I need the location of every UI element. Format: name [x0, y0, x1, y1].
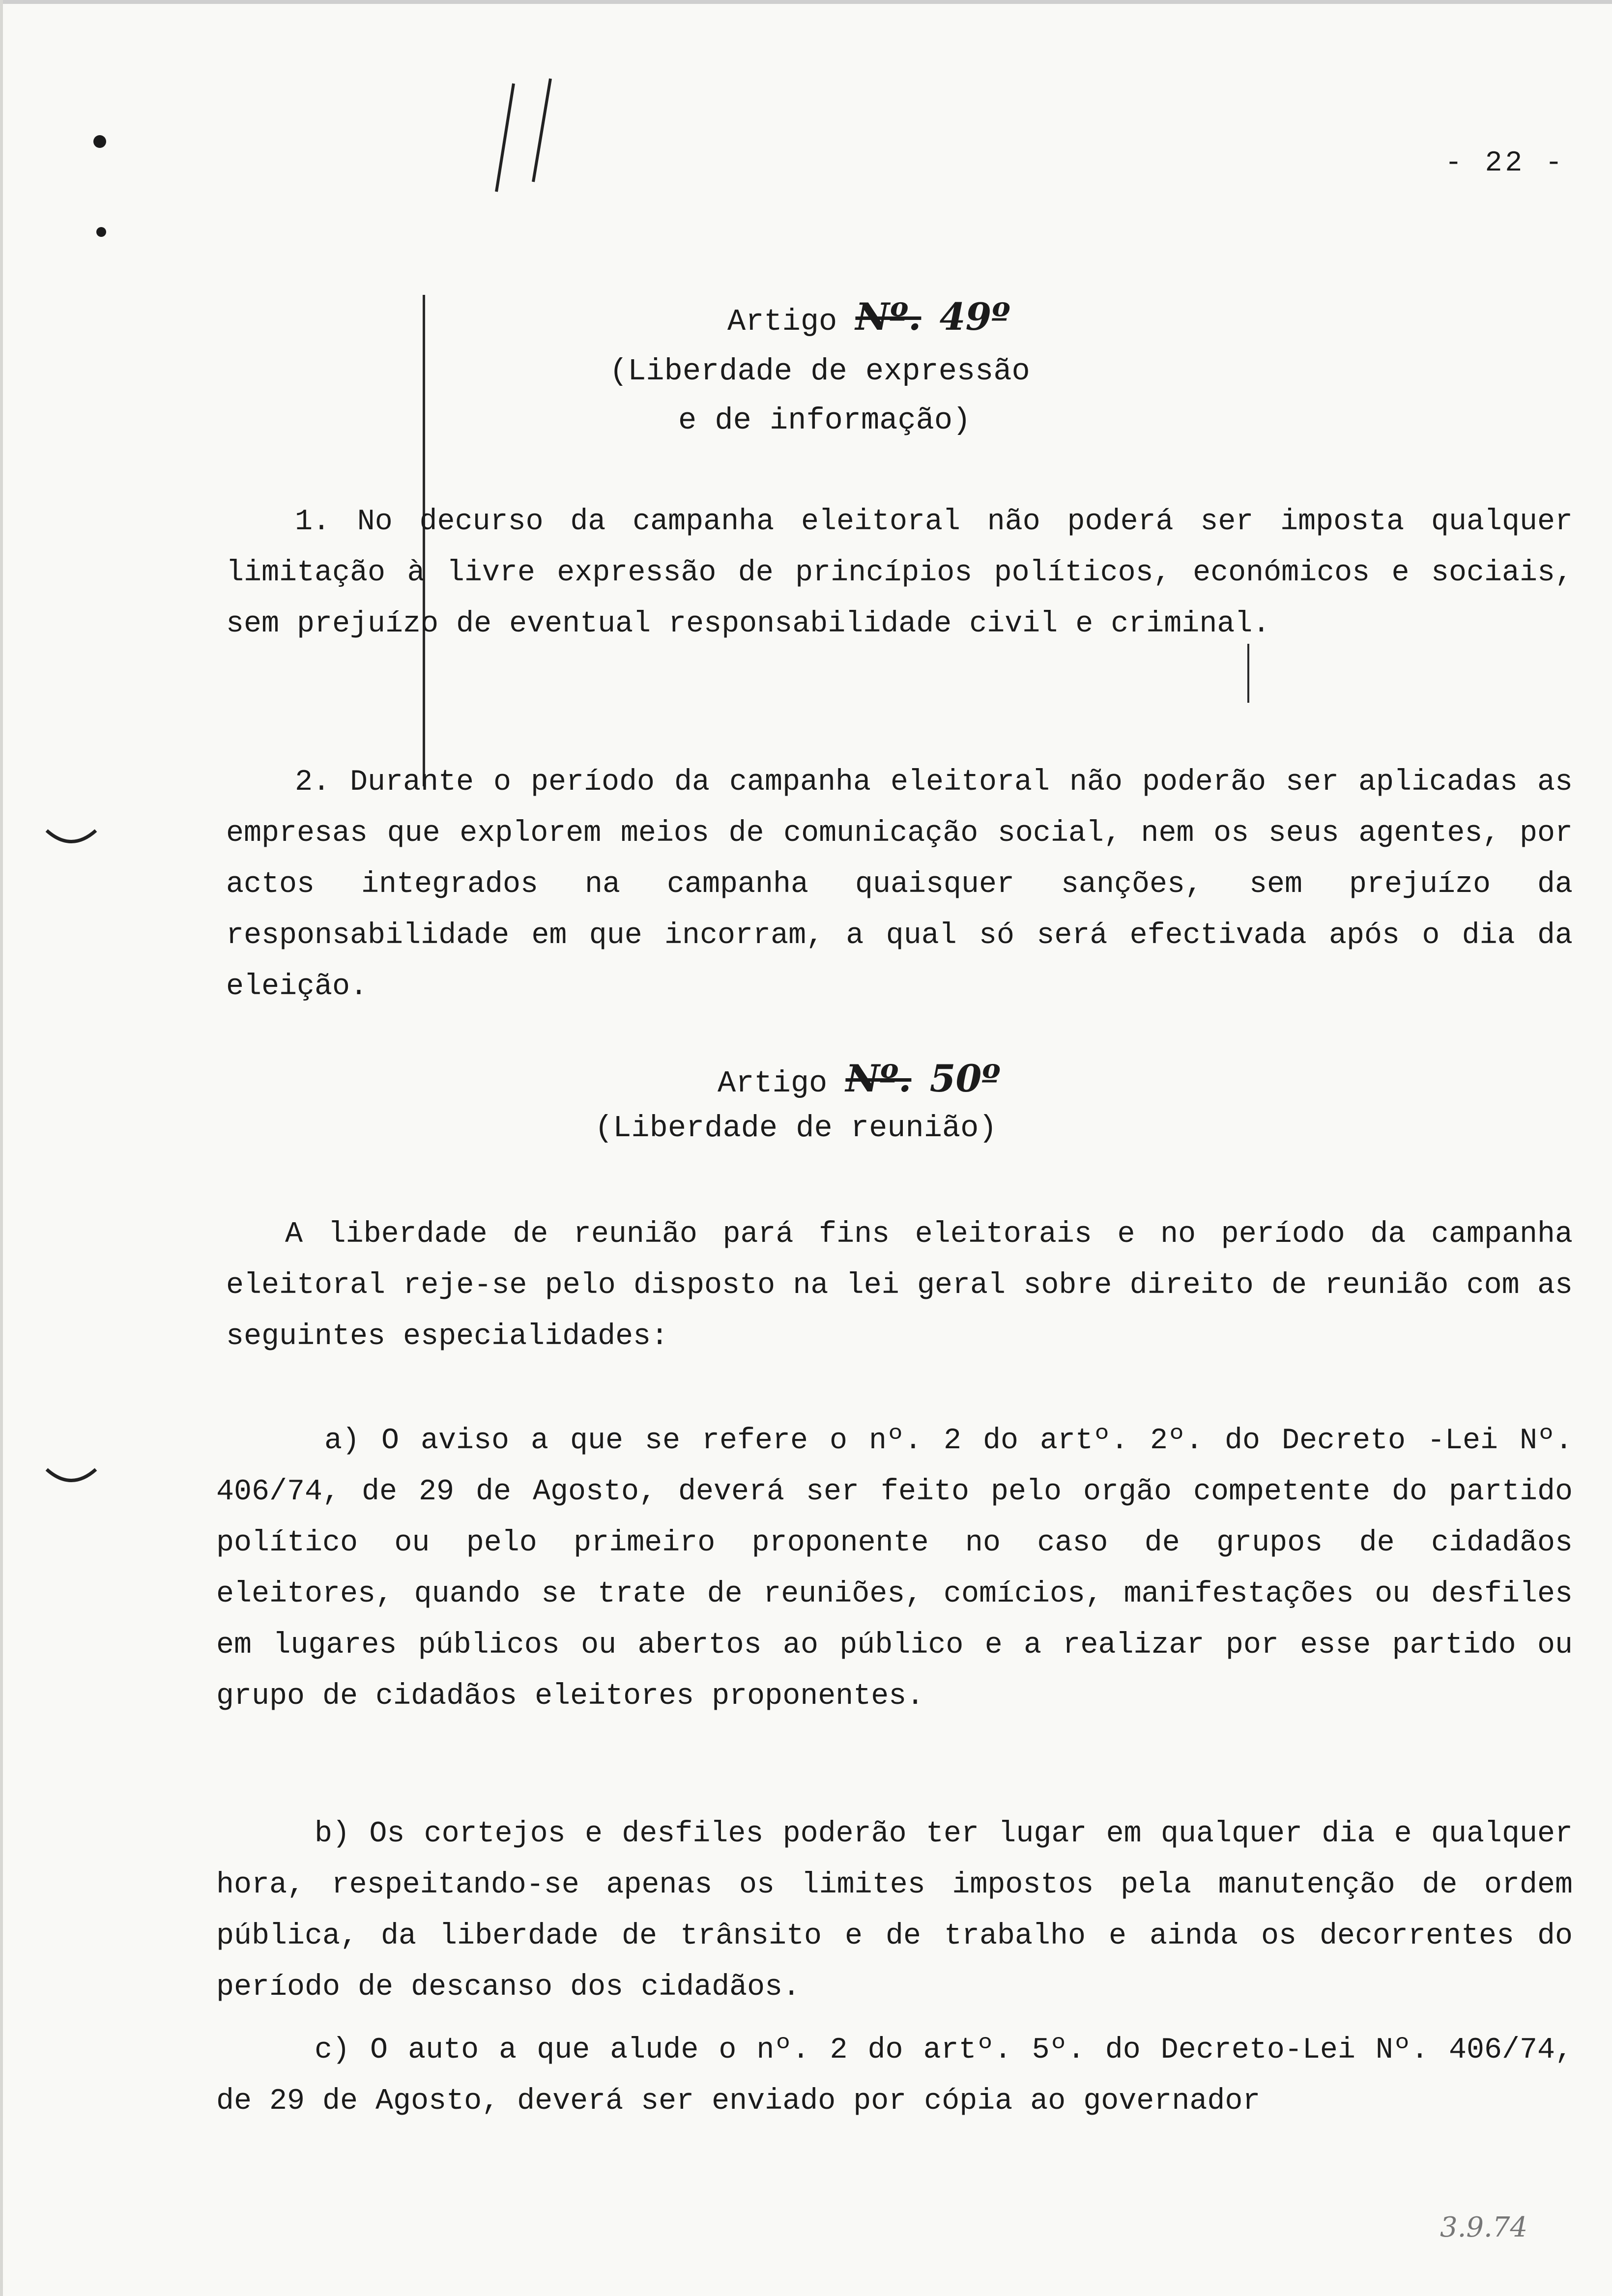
article-50-title — [718, 1057, 1000, 1101]
article-50-intro: A liberdade de reunião pará fins eleitorais e no período da campanha eleitoral reje-se pelo disposto na lei geral sobre direito de reunião com as seguintes especialidades: — [226, 1218, 1573, 1353]
punch-hole-mark — [93, 135, 106, 148]
struck-abbreviation: Nº. — [845, 1057, 912, 1100]
article-49-paragraph-1: 1. No decurso da campanha eleitoral não poderá ser imposta qualquer limitação à livre expressão de princípios políticos, económicos e sociais, sem prejuízo de eventual responsabilidade civil e criminal. — [226, 505, 1573, 641]
article-label: Artigo — [727, 304, 837, 339]
article-49-heading-1: (Liberdade de expressão — [609, 354, 1030, 389]
handwritten-article-number: 49º — [939, 295, 1010, 339]
margin-ink-line — [1247, 644, 1249, 703]
punch-hole-mark — [96, 227, 106, 237]
top-edge-rule — [0, 0, 1612, 4]
article-49-heading-2: e de informação) — [678, 403, 971, 438]
pen-slash-marks — [487, 74, 565, 201]
article-50-item-c: c) O auto a que alude o nº. 2 do artº. 5º. do Decreto-Lei Nº. 406/74, de 29 de Agosto, deverá ser enviado por cópia ao governador — [216, 2034, 1573, 2118]
article-50-item-a: a) O aviso a que se refere o nº. 2 do artº. 2º. do Decreto -Lei Nº. 406/74, de 29 de Agosto, deverá ser feito pelo orgão competente do partido político ou pelo primeiro proponente no caso de grupos de cidadãos eleitores, quando se trate de reuniões, comícios, manifestações ou desfiles em lugares públicos ou abertos ao público e a realizar por esse partido ou grupo de cidadãos eleitores proponentes. — [216, 1424, 1573, 1713]
page-number: - 22 - — [1445, 147, 1565, 179]
article-49-paragraph-2: 2. Durante o período da campanha eleitoral não poderão ser aplicadas as empresas que explorem meios de comunicação social, nem os seus agentes, por actos integrados na campanha quaisquer sanções, sem prejuízo da responsabilidade em que incorram, a qual só será efectivada após o dia da eleição. — [226, 766, 1573, 1004]
article-50-heading: (Liberdade de reunião) — [595, 1111, 997, 1146]
binding-curve-mark — [44, 826, 98, 855]
left-scan-edge — [0, 0, 3, 2296]
handwritten-date: 3.9.74 — [1440, 2211, 1528, 2243]
article-50-item-b: b) Os cortejos e desfiles poderão ter lugar em qualquer dia e qualquer hora, respeitando-se apenas os limites impostos pela manutenção de ordem pública, da liberdade de trânsito e de trabalho e ainda os decorrentes do período de descanso dos cidadãos. — [216, 1817, 1573, 2004]
handwritten-article-number: 50º — [929, 1057, 1001, 1100]
struck-abbreviation: Nº. — [855, 295, 921, 339]
article-49-title — [727, 295, 1010, 339]
binding-curve-mark — [44, 1464, 98, 1494]
article-label: Artigo — [718, 1066, 828, 1101]
